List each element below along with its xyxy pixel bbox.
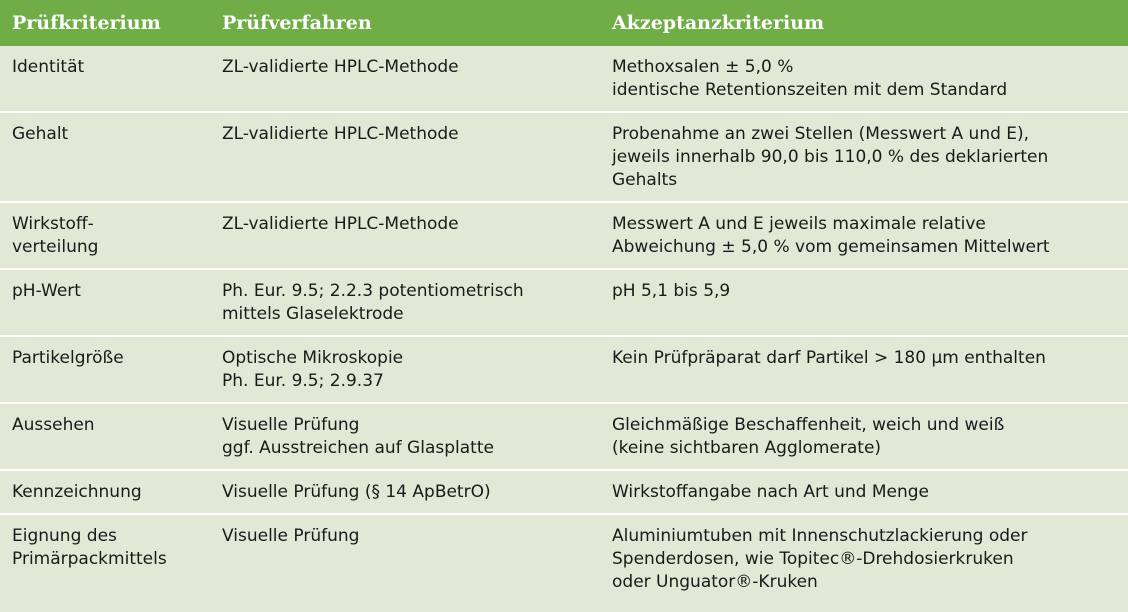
cell-akzeptanz: pH 5,1 bis 5,9 bbox=[600, 269, 1128, 336]
cell-akzeptanz: Probenahme an zwei Stellen (Messwert A und E), jeweils innerhalb 90,0 bis 110,0 % des deklarierten Gehalts bbox=[600, 112, 1128, 202]
header-pruefverfahren: Prüfverfahren bbox=[210, 0, 600, 46]
cell-verfahren: Visuelle Prüfung ggf. Ausstreichen auf Glasplatte bbox=[210, 403, 600, 470]
cell-akzeptanz: Aluminiumtuben mit Innenschutzlackierung oder Spenderdosen, wie Topitec®-Drehdosierkruken oder Unguator®-Kruken bbox=[600, 514, 1128, 603]
table-row bbox=[0, 514, 1128, 603]
cell-kriterium: Gehalt bbox=[0, 112, 210, 202]
cell-kriterium: Wirkstoff- verteilung bbox=[0, 202, 210, 269]
table-row bbox=[0, 46, 1128, 112]
cell-kriterium: pH-Wert bbox=[0, 269, 210, 336]
cell-akzeptanz: Methoxsalen ± 5,0 % identische Retentionszeiten mit dem Standard bbox=[612, 57, 1008, 100]
cell-verfahren: Ph. Eur. 9.5; 2.2.3 potentiometrisch mittels Glaselektrode bbox=[210, 269, 600, 336]
cell-kriterium: Aussehen bbox=[0, 403, 210, 470]
cell-kriterium: Kennzeichnung bbox=[0, 470, 210, 514]
cell-verfahren: Visuelle Prüfung (§ 14 ApBetrO) bbox=[210, 470, 600, 514]
cell-akzeptanz: Kein Prüfpräparat darf Partikel > 180 µm enthalten bbox=[600, 336, 1128, 403]
cell-verfahren: ZL-validierte HPLC-Methode bbox=[210, 112, 600, 202]
cell-kriterium: Partikelgröße bbox=[0, 336, 210, 403]
cell-akzeptanz: Wirkstoffangabe nach Art und Menge bbox=[600, 470, 1128, 514]
table-row bbox=[0, 403, 1128, 470]
table-body bbox=[0, 46, 1128, 603]
table-row bbox=[0, 336, 1128, 403]
header-row bbox=[0, 0, 1128, 46]
table-row bbox=[0, 202, 1128, 269]
table-header bbox=[0, 0, 1128, 46]
cell-akzeptanz: Messwert A und E jeweils maximale relative Abweichung ± 5,0 % vom gemeinsamen Mittelwert bbox=[600, 202, 1128, 269]
table-row bbox=[0, 269, 1128, 336]
header-akzeptanzkriterium: Akzeptanzkriterium bbox=[600, 0, 1128, 46]
header-pruefkriterium: Prüfkriterium bbox=[0, 0, 210, 46]
cell-kriterium: Identität bbox=[12, 57, 85, 77]
cell-verfahren: Visuelle Prüfung bbox=[210, 514, 600, 603]
table-row bbox=[0, 470, 1128, 514]
cell-verfahren: ZL-validierte HPLC-Methode bbox=[222, 57, 459, 77]
cell-verfahren: Optische Mikroskopie Ph. Eur. 9.5; 2.9.37 bbox=[210, 336, 600, 403]
cell-verfahren: ZL-validierte HPLC-Methode bbox=[210, 202, 600, 269]
table-row bbox=[0, 112, 1128, 202]
cell-akzeptanz: Gleichmäßige Beschaffenheit, weich und weiß (keine sichtbaren Agglomerate) bbox=[600, 403, 1128, 470]
cell-kriterium: Eignung des Primärpackmittels bbox=[0, 514, 210, 603]
